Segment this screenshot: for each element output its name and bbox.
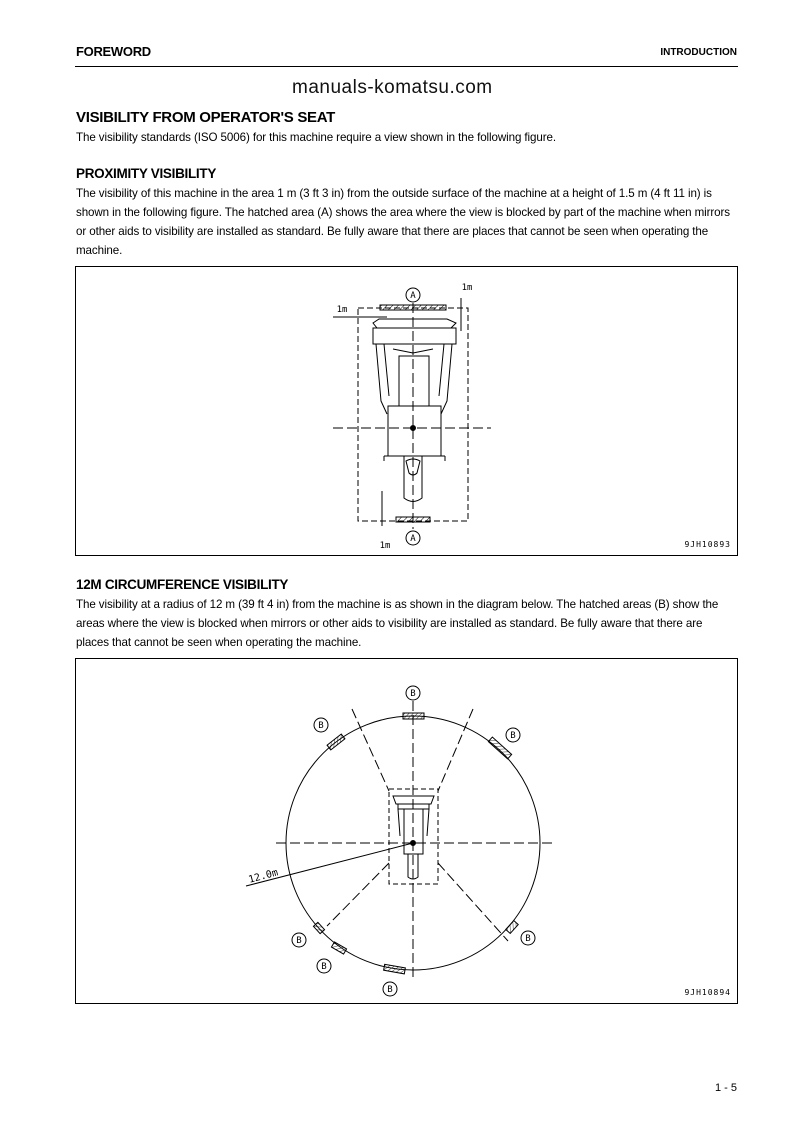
proximity-heading: PROXIMITY VISIBILITY [76, 166, 217, 181]
radius-label: 12.0m [247, 867, 280, 886]
circumference-heading: 12M CIRCUMFERENCE VISIBILITY [76, 577, 289, 592]
dim-label-front: 1m [461, 283, 473, 293]
label-b: B [321, 962, 327, 972]
intro-text: The visibility standards (ISO 5006) for this machine require a view shown in the following figure. [76, 131, 556, 144]
hatched-area-rear [396, 517, 430, 522]
proximity-diagram [76, 267, 737, 555]
header-chapter: INTRODUCTION [660, 47, 737, 58]
proximity-figure [75, 266, 738, 556]
header-divider [75, 66, 738, 67]
page-number: 1 - 5 [714, 1082, 737, 1094]
circumference-diagram [76, 659, 737, 1003]
figure-code: 9JH10894 [684, 988, 731, 997]
page-title: VISIBILITY FROM OPERATOR'S SEAT [76, 109, 336, 126]
hatched-area-front [380, 305, 446, 310]
label-b: B [318, 721, 324, 731]
dim-label-rear: 1m [379, 541, 391, 551]
label-b: B [525, 934, 531, 944]
label-b: B [387, 985, 393, 995]
label-a-top: A [410, 291, 416, 301]
proximity-text: The visibility of this machine in the area 1 m (3 ft 3 in) from the outside surface of the machine at a height of 1.5 m (4 ft 11 in) is shown in the following figure. The hatched area (A) shows the area where the view is blocked by part of the machine when mirrors or other aids to visibility are installed as standard. Be fully aware that there are places that cannot be seen when operating the machine. [76, 187, 730, 257]
label-b: B [410, 689, 416, 699]
watermark: manuals-komatsu.com [292, 77, 493, 98]
figure-code: 9JH10893 [684, 540, 731, 549]
circumference-text: The visibility at a radius of 12 m (39 ft 4 in) from the machine is as shown in the diagram below. The hatched areas (B) show the areas where the view is blocked when mirrors or other aids to visibility are installed as standard. Be fully aware that there are places that cannot be seen when operating the machine. [76, 598, 719, 649]
label-b: B [296, 936, 302, 946]
dim-label-side: 1m [336, 305, 348, 315]
label-a-bottom: A [410, 534, 416, 544]
label-b: B [510, 731, 516, 741]
header-section: FOREWORD [76, 44, 151, 59]
circumference-figure [75, 658, 738, 1004]
